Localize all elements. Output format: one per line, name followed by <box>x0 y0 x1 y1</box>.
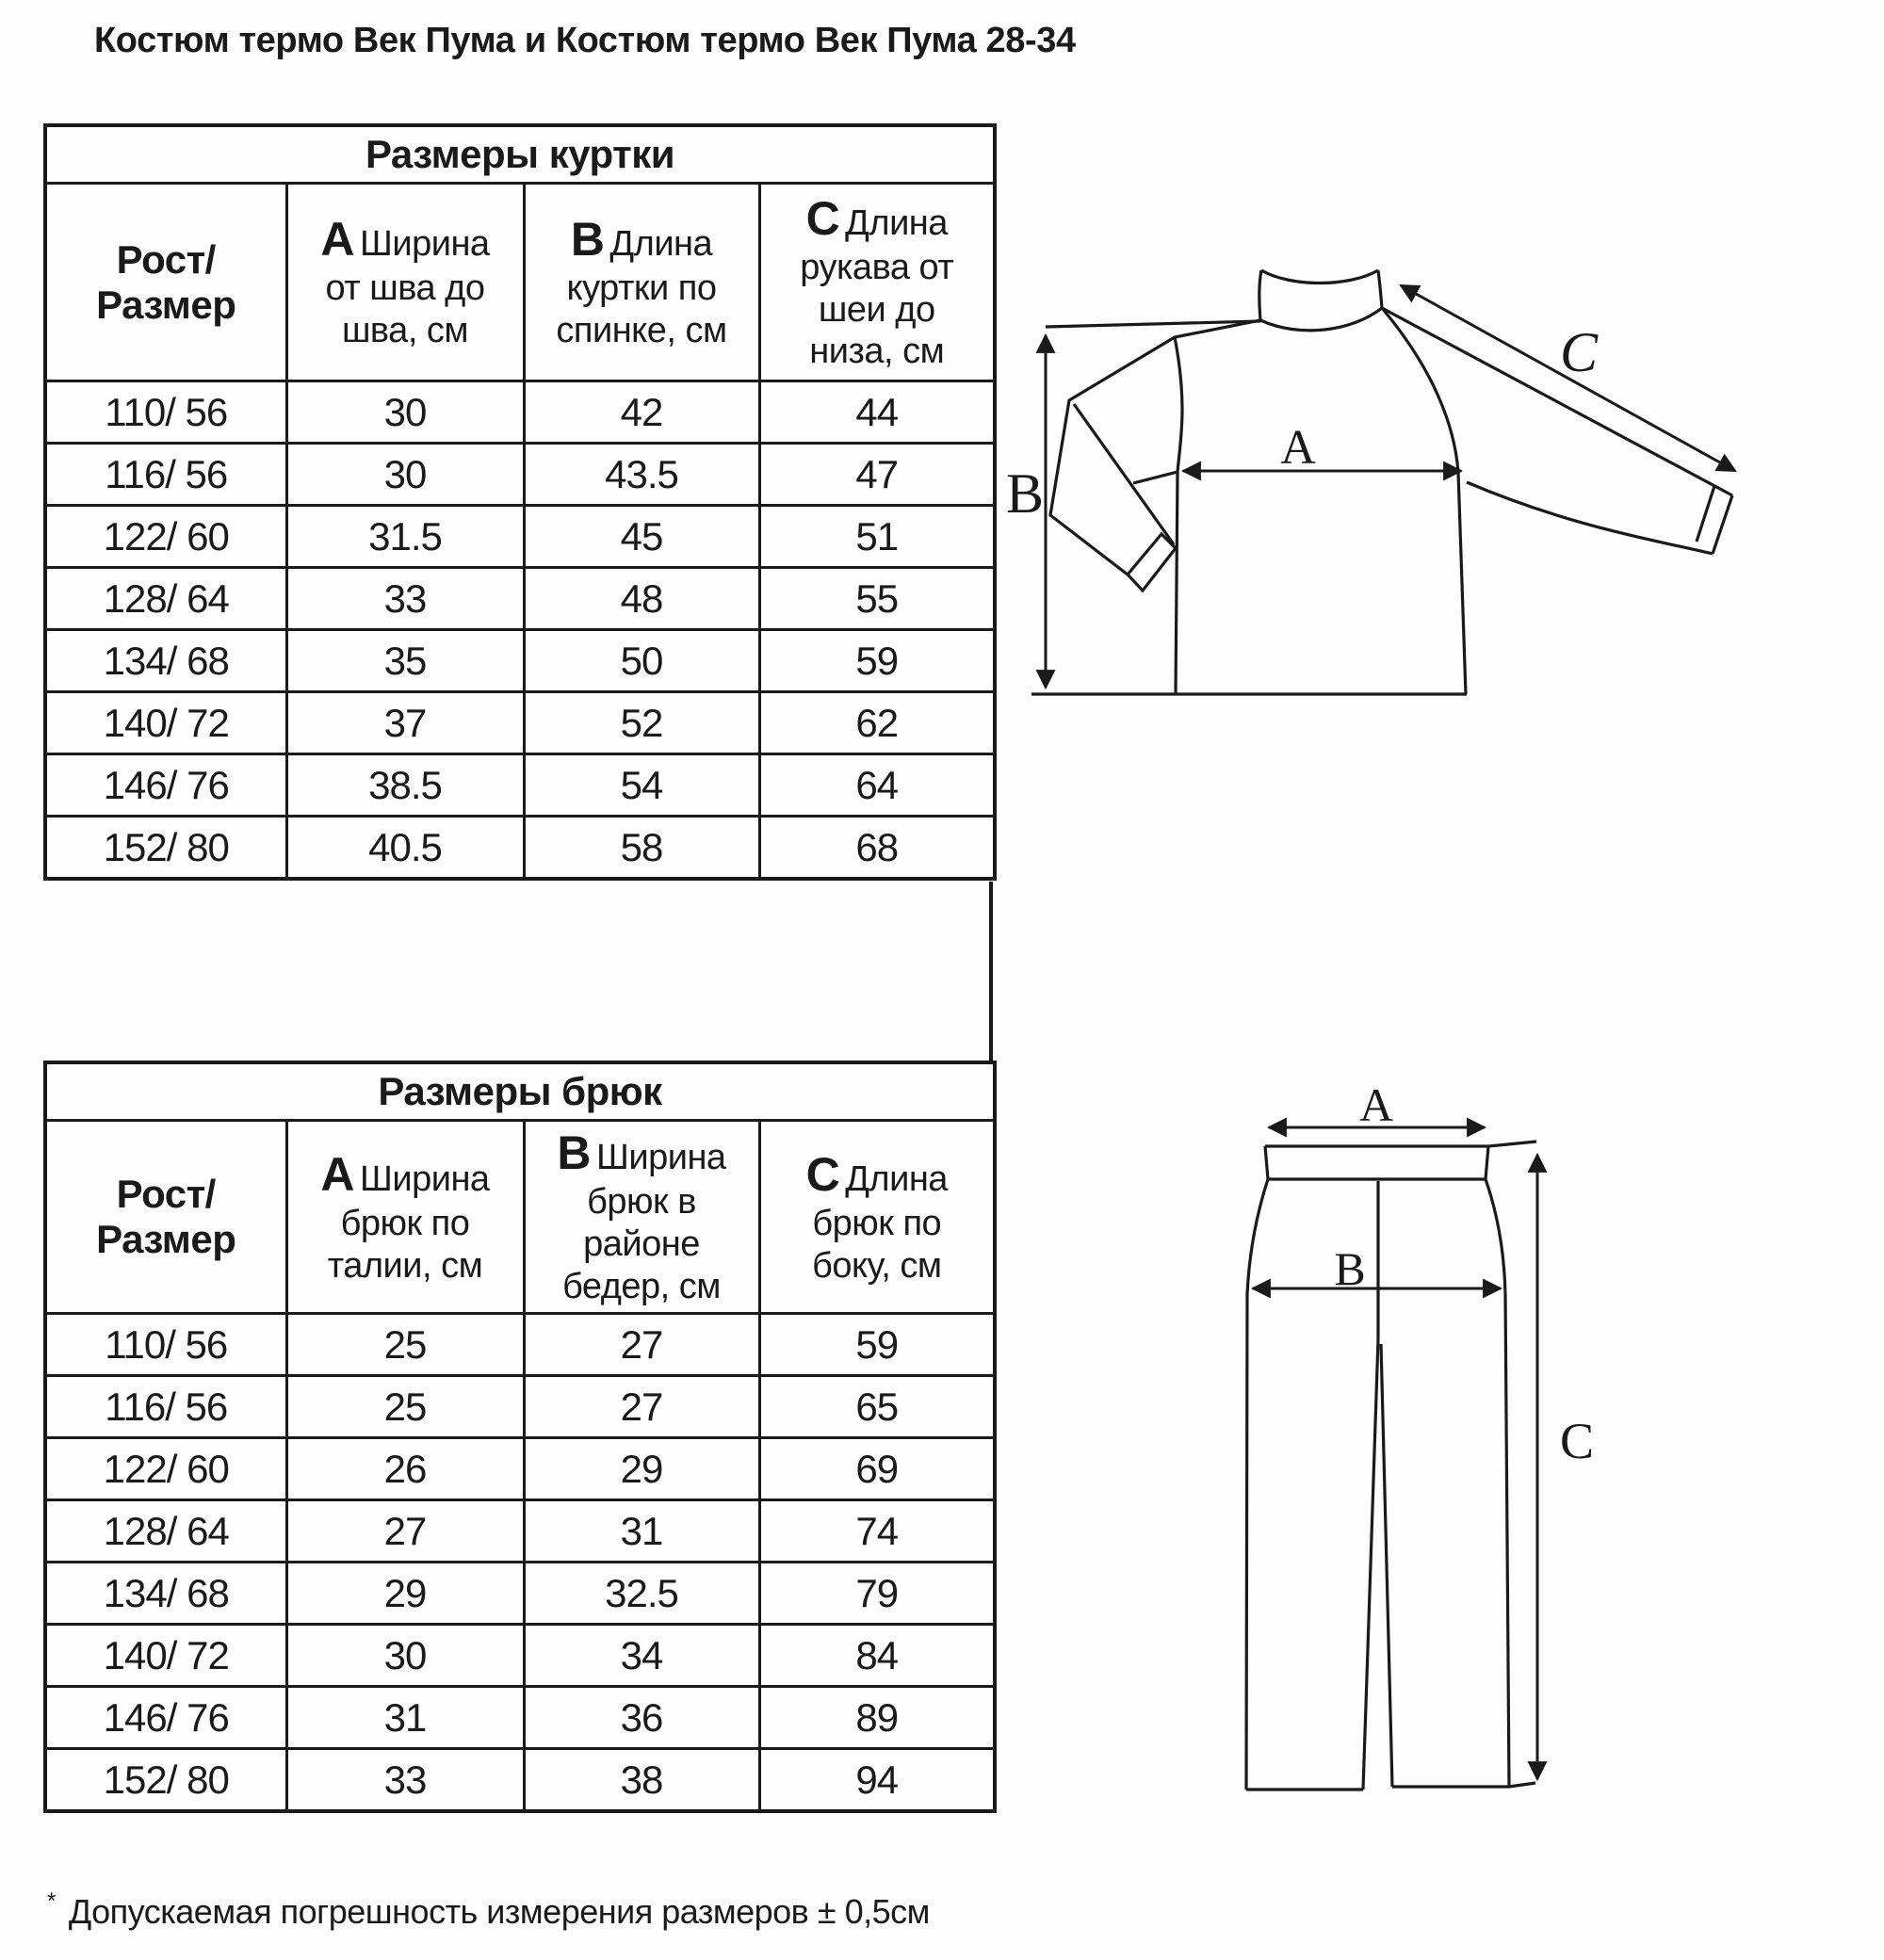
jacket-collar <box>1259 270 1261 320</box>
pants-table-caption: Размеры брюк <box>45 1062 995 1121</box>
table-row <box>45 754 995 817</box>
table-row <box>45 1376 995 1438</box>
cell-b: 43.5 <box>524 444 759 506</box>
cell-b: 27 <box>524 1376 759 1438</box>
jacket-collar <box>1260 308 1382 331</box>
pants-waistband-side <box>1486 1146 1488 1179</box>
dim-letter-a: A <box>320 1147 355 1201</box>
cell-c: 59 <box>759 630 995 692</box>
cell-b: 32.5 <box>524 1563 759 1625</box>
pants-row-header-label: Рост/Размер <box>96 1172 236 1261</box>
table-row <box>45 381 995 444</box>
cell-c: 84 <box>759 1625 995 1687</box>
table-row <box>45 1500 995 1563</box>
table-edge-connector-line <box>989 882 993 1064</box>
cell-size: 146/ 76 <box>45 754 286 817</box>
cell-b: 36 <box>524 1687 759 1749</box>
jacket-size-table <box>43 123 997 881</box>
cell-b: 38 <box>524 1749 759 1812</box>
jacket-right-cuff <box>1713 495 1732 554</box>
jacket-right-sleeve-top <box>1382 308 1732 495</box>
cell-size: 152/ 80 <box>45 1749 286 1812</box>
pants-right-hem <box>1392 1783 1535 1787</box>
cell-a: 26 <box>286 1438 524 1500</box>
cell-c: 55 <box>759 568 995 630</box>
pants-outline-drawing <box>1246 1142 1536 1790</box>
pants-col-header-b <box>524 1121 759 1314</box>
jacket-col-header-b <box>524 184 759 381</box>
cell-size: 110/ 56 <box>45 1314 286 1376</box>
jacket-right-cuff-seam <box>1697 486 1714 542</box>
jacket-col-header-size <box>45 184 286 381</box>
cell-b: 45 <box>524 506 759 568</box>
cell-c: 62 <box>759 692 995 754</box>
jacket-left-sleeve <box>1050 320 1260 575</box>
pants-label-c: C <box>1559 1413 1595 1469</box>
footnote-asterisk: * <box>47 1888 56 1914</box>
cell-a: 29 <box>286 1563 524 1625</box>
cell-a: 37 <box>286 692 524 754</box>
pants-c-extension-line <box>1488 1142 1536 1146</box>
table-row <box>45 506 995 568</box>
jacket-label-a: A <box>1280 421 1316 475</box>
cell-b: 58 <box>524 817 759 880</box>
cell-b: 48 <box>524 568 759 630</box>
cell-size: 134/ 68 <box>45 630 286 692</box>
cell-c: 59 <box>759 1314 995 1376</box>
cell-a: 27 <box>286 1500 524 1563</box>
cell-b: 54 <box>524 754 759 817</box>
cell-c: 89 <box>759 1687 995 1749</box>
pants-measurement-diagram <box>1178 1074 1705 1884</box>
cell-size: 122/ 60 <box>45 506 286 568</box>
cell-size: 116/ 56 <box>45 444 286 506</box>
cell-b: 27 <box>524 1314 759 1376</box>
jacket-label-c: C <box>1559 321 1599 383</box>
cell-c: 44 <box>759 381 995 444</box>
cell-size: 140/ 72 <box>45 1625 286 1687</box>
cell-a: 30 <box>286 381 524 444</box>
pants-table-header-row <box>45 1121 995 1314</box>
pants-col-header-a <box>286 1121 524 1314</box>
pants-left-outer-edge <box>1246 1179 1268 1790</box>
table-row <box>45 817 995 880</box>
jacket-table-caption-row <box>45 125 995 184</box>
dim-letter-b: B <box>570 213 605 267</box>
footnote-text: Допускаемая погрешность измерения размеров ± 0,5см <box>68 1892 930 1931</box>
pants-label-a: A <box>1358 1078 1394 1131</box>
table-row <box>45 1687 995 1749</box>
jacket-armpit-seam <box>1133 472 1178 483</box>
jacket-table-caption: Размеры куртки <box>45 125 995 184</box>
jacket-left-sleeve-inner-seam <box>1074 404 1174 544</box>
cell-a: 25 <box>286 1314 524 1376</box>
cell-a: 33 <box>286 1749 524 1812</box>
cell-a: 40.5 <box>286 817 524 880</box>
jacket-table-header-row <box>45 184 995 381</box>
cell-a: 35 <box>286 630 524 692</box>
cell-b: 29 <box>524 1438 759 1500</box>
cell-a: 38.5 <box>286 754 524 817</box>
cell-size: 134/ 68 <box>45 1563 286 1625</box>
jacket-right-sleeve-bottom <box>1467 482 1713 554</box>
cell-size: 110/ 56 <box>45 381 286 444</box>
table-row <box>45 1625 995 1687</box>
jacket-col-header-a <box>286 184 524 381</box>
cell-size: 116/ 56 <box>45 1376 286 1438</box>
cell-c: 74 <box>759 1500 995 1563</box>
pants-table-caption-row <box>45 1062 995 1121</box>
table-row <box>45 1314 995 1376</box>
table-row <box>45 444 995 506</box>
cell-size: 146/ 76 <box>45 1687 286 1749</box>
jacket-label-b: B <box>1005 462 1045 525</box>
cell-c: 65 <box>759 1376 995 1438</box>
pants-col-header-c <box>759 1121 995 1314</box>
cell-a: 30 <box>286 444 524 506</box>
table-row <box>45 692 995 754</box>
pants-size-table <box>43 1061 997 1813</box>
cell-b: 42 <box>524 381 759 444</box>
cell-b: 31 <box>524 1500 759 1563</box>
page-title: Костюм термо Век Пума и Костюм термо Век Пума 28-34 <box>94 21 1076 60</box>
table-row <box>45 568 995 630</box>
cell-c: 79 <box>759 1563 995 1625</box>
measurement-tolerance-footnote <box>47 1888 930 1932</box>
jacket-col-header-c <box>759 184 995 381</box>
cell-c: 51 <box>759 506 995 568</box>
cell-b: 50 <box>524 630 759 692</box>
jacket-col-b-label: Длина куртки по спинке, см <box>556 224 727 350</box>
cell-c: 94 <box>759 1749 995 1812</box>
cell-a: 30 <box>286 1625 524 1687</box>
pants-col-b-label: Ширина брюк в районе бедер, см <box>562 1138 726 1306</box>
jacket-row-header-label: Рост/Размер <box>96 236 236 327</box>
pants-label-b: B <box>1334 1242 1366 1295</box>
pants-waistband-side <box>1265 1146 1268 1179</box>
dim-letter-a: A <box>320 213 355 267</box>
cell-a: 31 <box>286 1687 524 1749</box>
jacket-measurement-diagram <box>999 198 1846 725</box>
cell-c: 47 <box>759 444 995 506</box>
cell-size: 128/ 64 <box>45 568 286 630</box>
cell-b: 34 <box>524 1625 759 1687</box>
jacket-collar <box>1378 270 1382 308</box>
cell-c: 69 <box>759 1438 995 1500</box>
cell-c: 64 <box>759 754 995 817</box>
jacket-outline-drawing <box>1031 270 1732 694</box>
dim-letter-b: B <box>557 1126 592 1180</box>
pants-col-header-size <box>45 1121 286 1314</box>
table-row <box>45 1438 995 1500</box>
jacket-body-right-edge <box>1382 308 1466 694</box>
table-row <box>45 1563 995 1625</box>
dim-letter-c: C <box>805 1147 840 1201</box>
pants-right-inner-seam <box>1381 1344 1392 1787</box>
jacket-col-c-label: Длина рукава от шеи до низа, см <box>800 202 954 372</box>
cell-size: 152/ 80 <box>45 817 286 880</box>
pants-col-a-label: Ширина брюк по талии, см <box>327 1158 490 1286</box>
cell-a: 25 <box>286 1376 524 1438</box>
dim-letter-c: C <box>805 191 840 245</box>
pants-right-outer-edge <box>1486 1179 1509 1787</box>
pants-left-inner-seam <box>1363 1339 1378 1790</box>
cell-size: 128/ 64 <box>45 1500 286 1563</box>
cell-a: 33 <box>286 568 524 630</box>
cell-c: 68 <box>759 817 995 880</box>
jacket-col-a-label: Ширина от шва до шва, см <box>325 224 490 350</box>
cell-size: 122/ 60 <box>45 1438 286 1500</box>
cell-size: 140/ 72 <box>45 692 286 754</box>
cell-a: 31.5 <box>286 506 524 568</box>
pants-col-c-label: Длина брюк по боку, см <box>812 1158 948 1286</box>
table-row <box>45 1749 995 1812</box>
jacket-body-left-edge <box>1175 337 1182 694</box>
jacket-collar-opening <box>1261 270 1378 283</box>
cell-b: 52 <box>524 692 759 754</box>
jacket-left-cuff <box>1128 534 1176 591</box>
table-row <box>45 630 995 692</box>
